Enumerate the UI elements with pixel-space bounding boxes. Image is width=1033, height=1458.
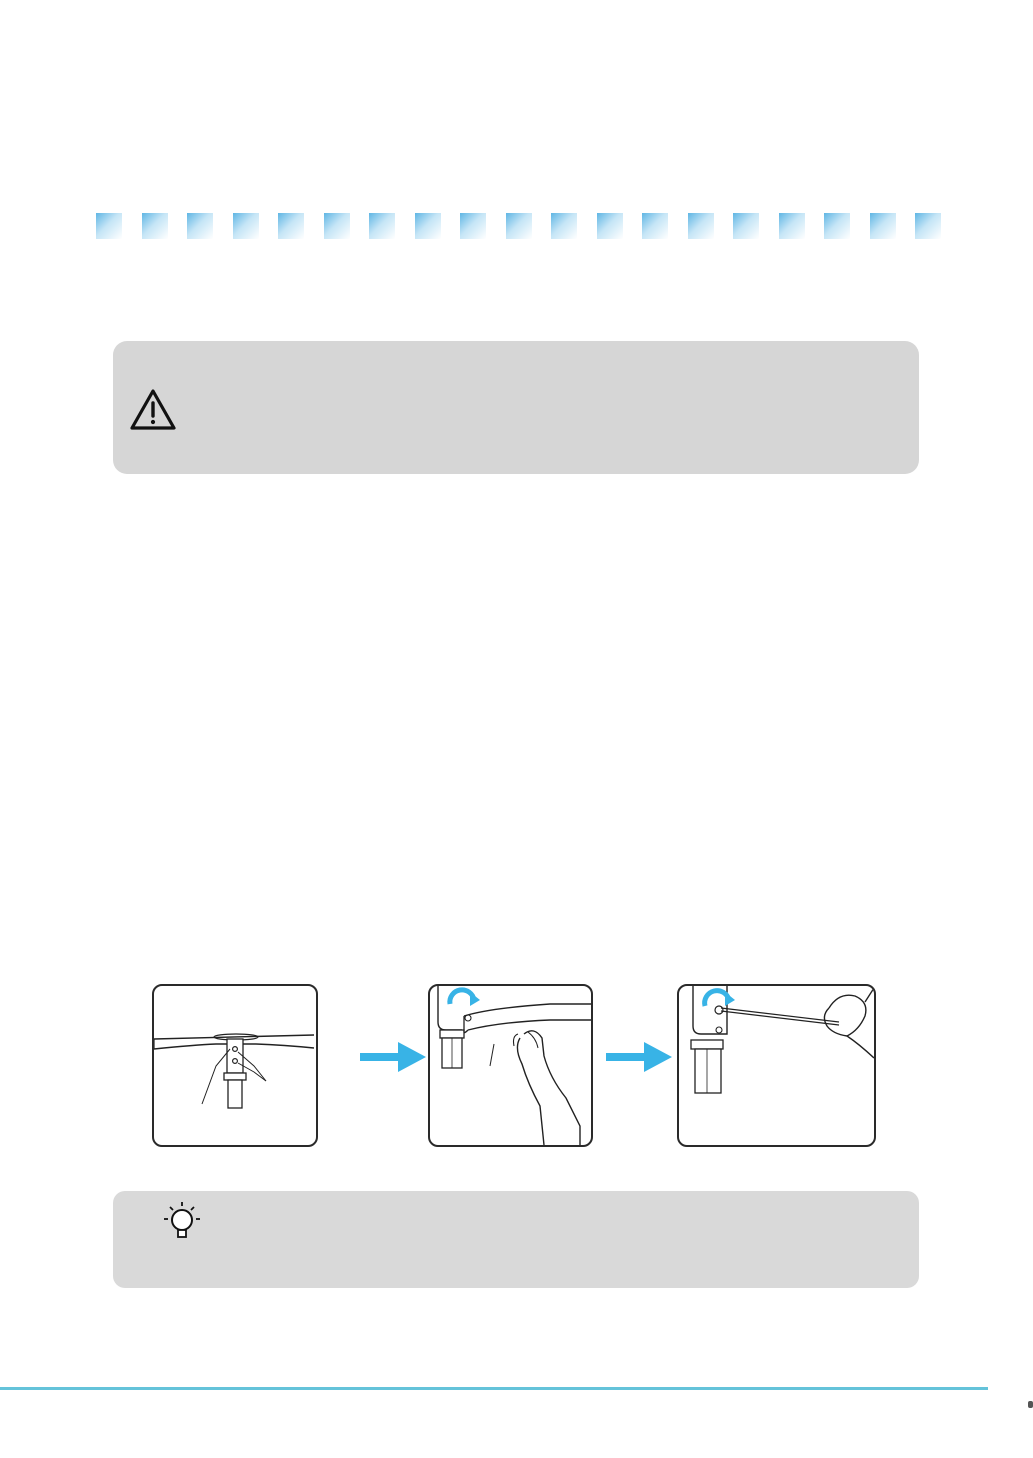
attach-stand-illustration — [430, 986, 591, 1145]
footer-rule — [0, 1387, 988, 1390]
divider-dot — [733, 213, 759, 239]
warning-notice — [113, 341, 919, 474]
figure-step-3 — [677, 984, 876, 1147]
divider-dot — [460, 213, 486, 239]
page-edge-mark — [1028, 1401, 1033, 1408]
divider-dot — [551, 213, 577, 239]
figure-step-1 — [152, 984, 318, 1147]
divider-dot — [142, 213, 168, 239]
arrow-right-icon — [606, 1042, 672, 1072]
arrow-right-icon — [360, 1042, 426, 1072]
divider-dot — [597, 213, 623, 239]
divider-dot — [187, 213, 213, 239]
warning-triangle-icon — [129, 388, 177, 432]
divider-dot — [369, 213, 395, 239]
divider-dot — [324, 213, 350, 239]
lightbulb-icon — [161, 1200, 203, 1244]
divider-dot — [779, 213, 805, 239]
divider-dot — [824, 213, 850, 239]
divider-dot — [688, 213, 714, 239]
divider-dot — [415, 213, 441, 239]
divider-dot — [233, 213, 259, 239]
divider-dot — [278, 213, 304, 239]
divider-dot — [96, 213, 122, 239]
divider-dot — [915, 213, 941, 239]
figure-step-2 — [428, 984, 593, 1147]
tighten-screw-illustration — [679, 986, 874, 1145]
divider-dot — [506, 213, 532, 239]
divider-dot — [870, 213, 896, 239]
tip-notice — [113, 1191, 919, 1288]
divider-dot — [642, 213, 668, 239]
section-divider — [96, 213, 941, 239]
tv-base-screws-illustration — [154, 986, 316, 1145]
